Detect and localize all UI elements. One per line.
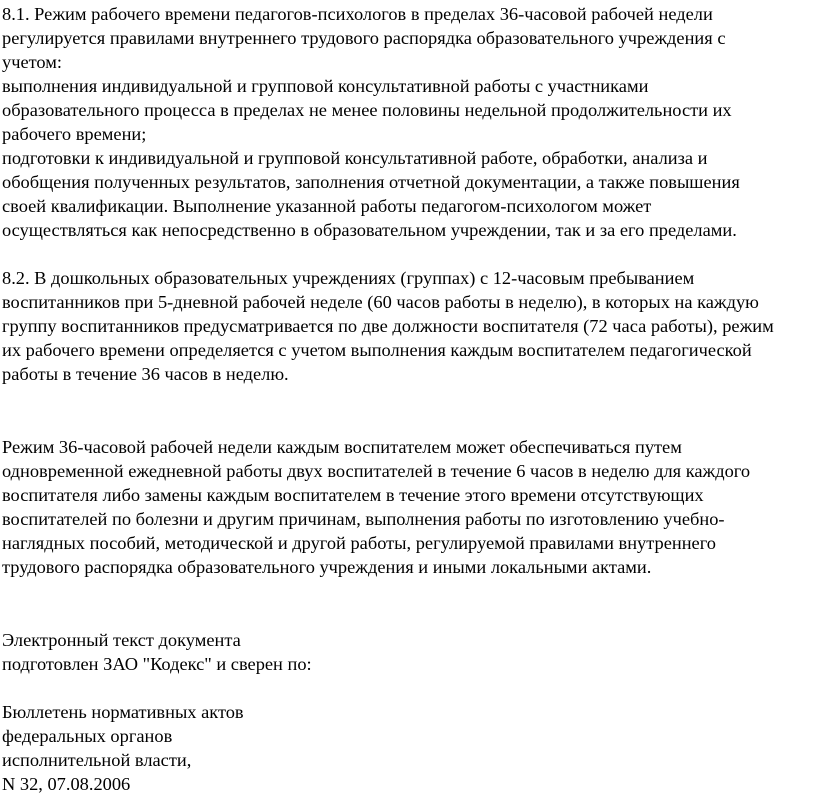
source-note: Электронный текст документа подготовлен ЗАО "Кодекс" и сверен по: [2, 630, 312, 674]
paragraph-8-2: 8.2. В дошкольных образовательных учреждениях (группах) с 12-часовым пребыванием воспитанников при 5-дневной рабочей неделе (60 часов работы в неделю), в которых на каждую группу воспитанников предусматривается по две должности воспитателя (72 часа работы), режим их рабочего времени определяется с учетом выполнения каждым воспитателем педагогической работы в течение 36 часов в неделю. [2, 268, 774, 384]
paragraph-8-1: 8.1. Режим рабочего времени педагогов-психологов в пределах 36-часовой рабочей недели регулируется правилами внутреннего трудового распорядка образовательного учреждения с учетом: выполнения индивидуальной и групповой консультативной работы с участниками образовательного процесса в пределах не менее половины недельной продолжительности их рабочего времени; подготовки к индивидуальной и групповой консультативной работе, обработки, анализа и обобщения полученных результатов, заполнения отчетной документации, а также повышения своей квалификации. Выполнение указанной работы педагогом-психологом может осуществляться как непосредственно в образовательном учреждении, так и за его пределами. [2, 4, 740, 240]
paragraph-36-hour-regime: Режим 36-часовой рабочей недели каждым воспитателем может обеспечиваться путем одновременной ежедневной работы двух воспитателей в течение 6 часов в неделю для каждого воспитателя либо замены каждым воспитателем в течение этого времени отсутствующих воспитателей по болезни и другим причинам, выполнения работы по изготовлению учебно- наглядных пособий, методической и другой работы, регулируемой правилами внутреннего трудового распорядка образовательного учреждения и иными локальными актами. [2, 437, 751, 577]
document-body [2, 0, 812, 796]
publication-reference: Бюллетень нормативных актов федеральных органов исполнительной власти, N 32, 07.08.2006 [2, 702, 244, 794]
